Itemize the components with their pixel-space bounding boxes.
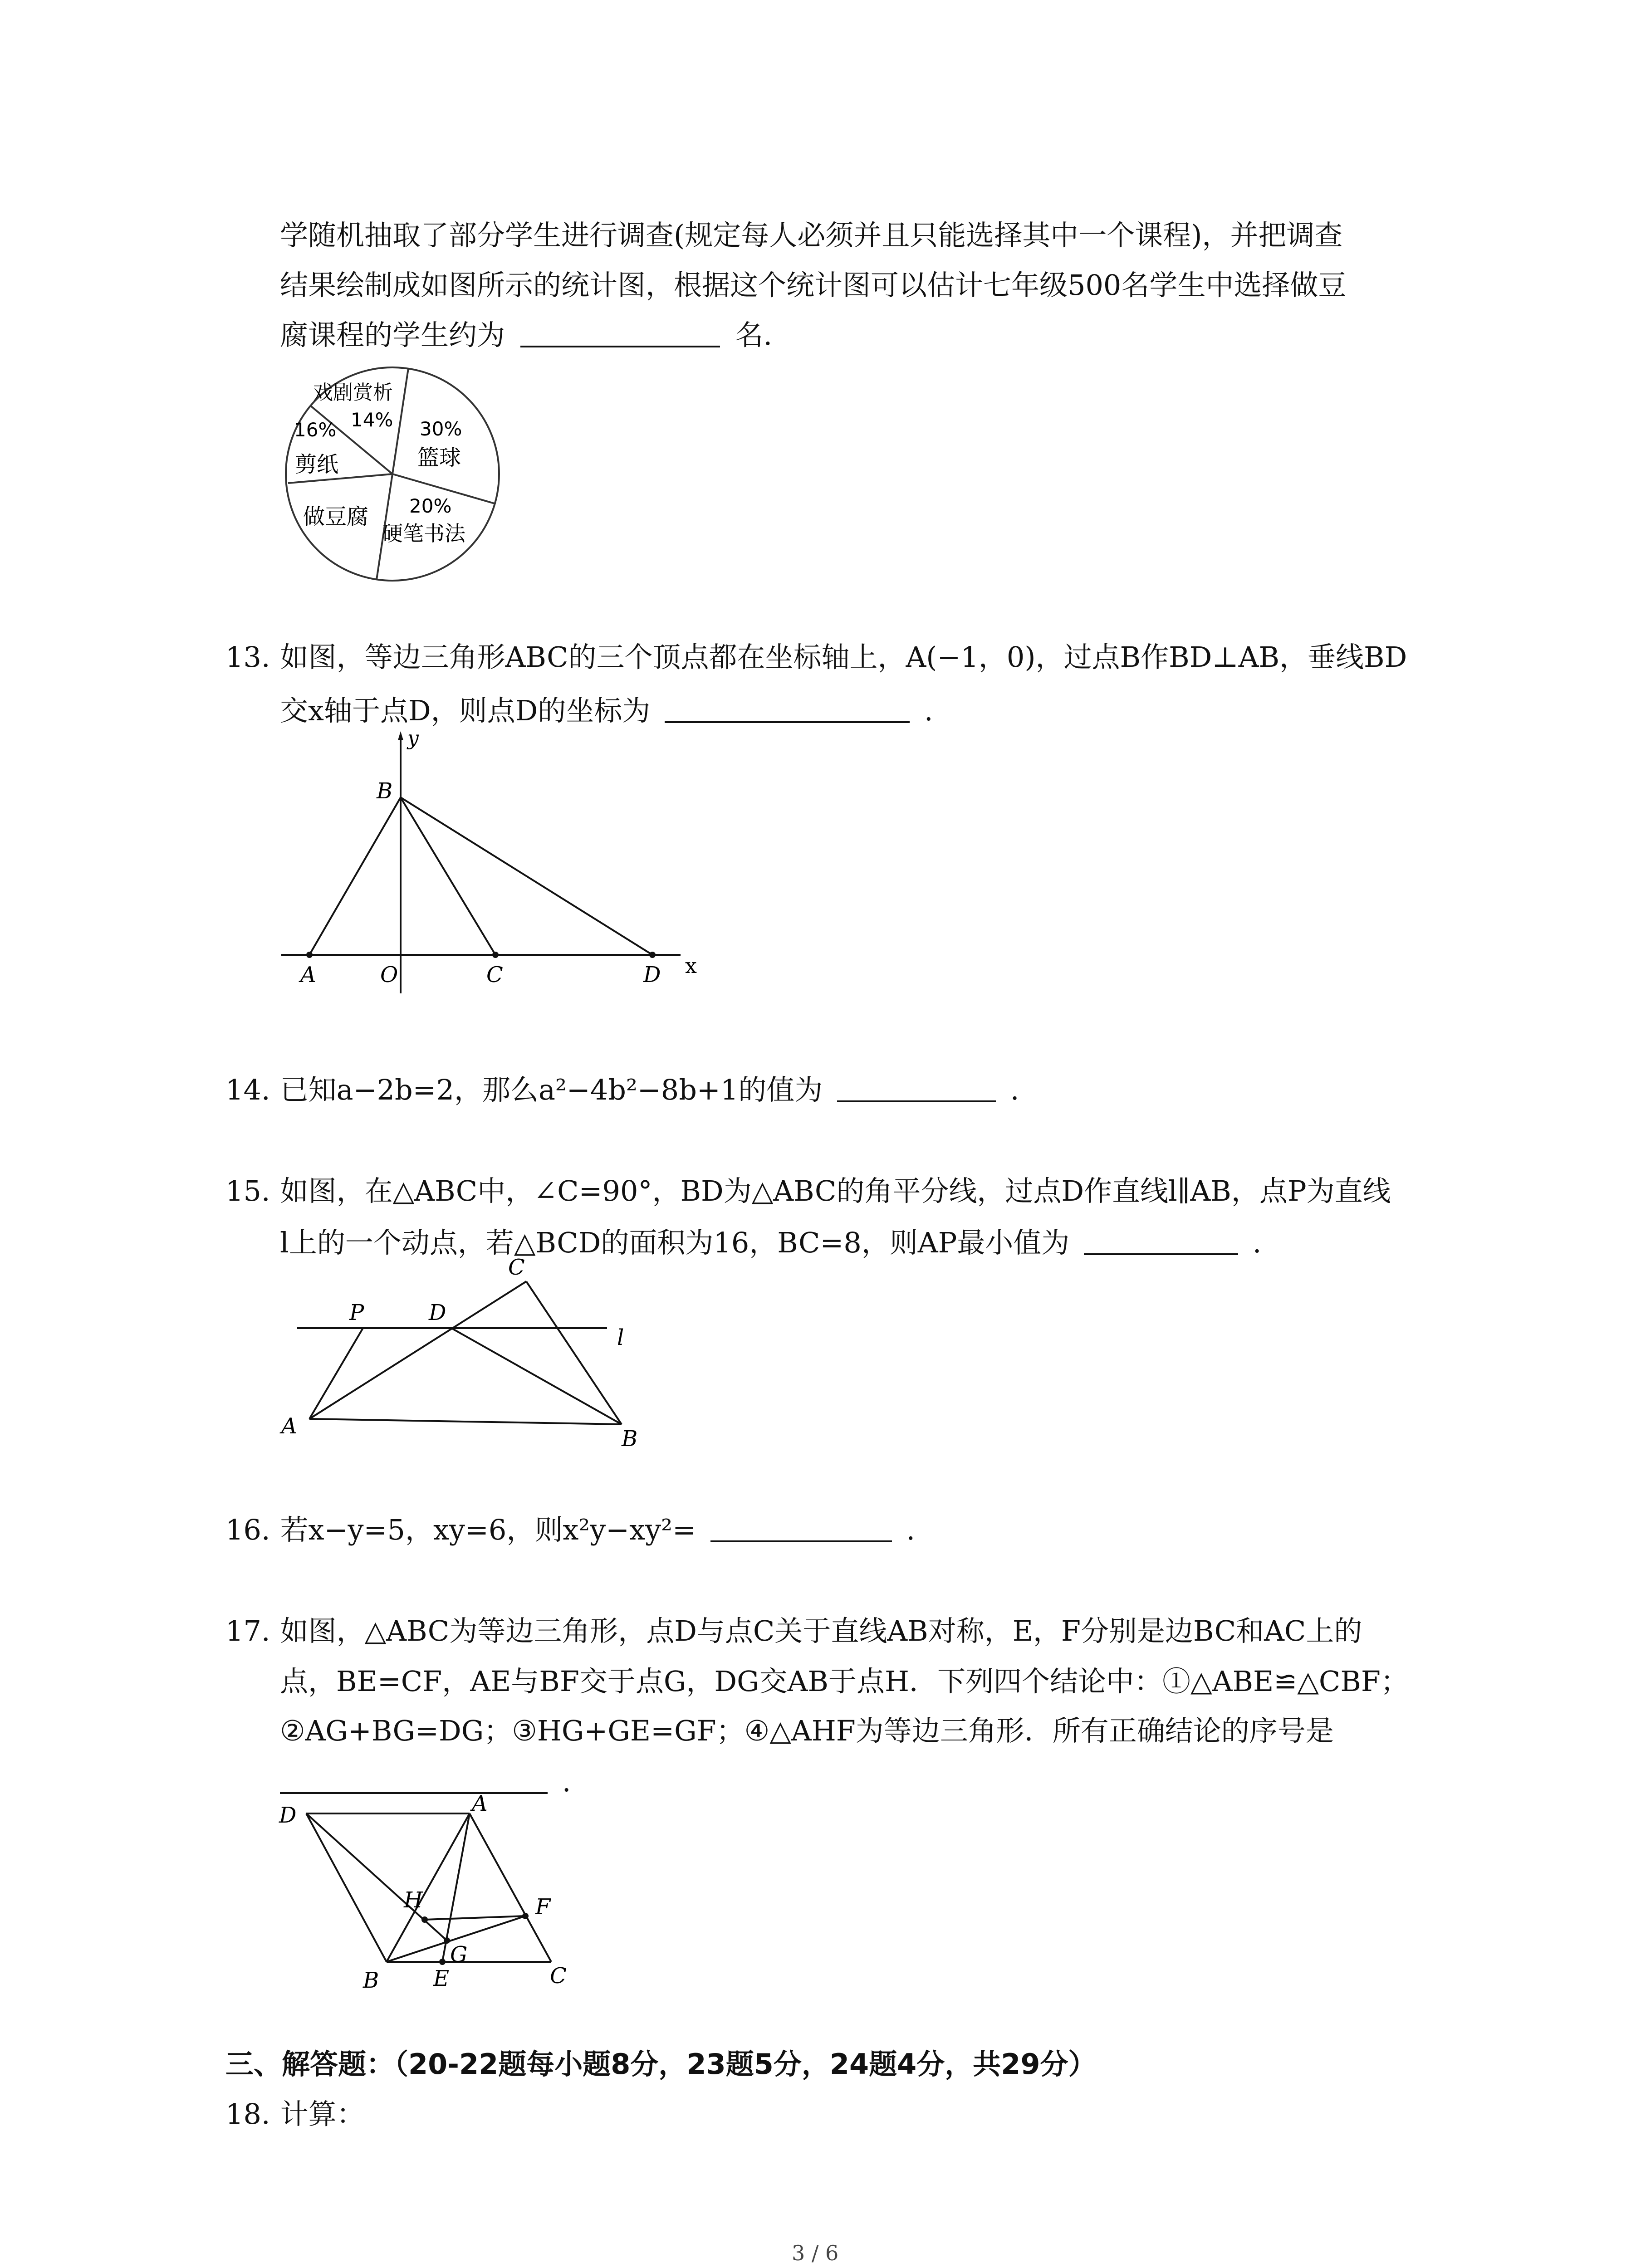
segment-ca [309, 1281, 526, 1419]
q13-line2-end: . [924, 694, 933, 727]
q15-line2 [280, 1228, 1261, 1257]
q15-number: 15. [225, 1174, 270, 1207]
label-d: D [429, 1300, 446, 1325]
label-p: P [349, 1300, 364, 1325]
q12-answer-blank[interactable] [520, 320, 720, 347]
q12-line3 [280, 318, 773, 352]
label-f: F [535, 1894, 551, 1920]
segment-bc [401, 797, 495, 955]
q12-line3-end: 名. [735, 318, 773, 352]
pie-divider-1 [392, 368, 408, 474]
q16-answer-blank[interactable] [710, 1515, 892, 1542]
q15-figure [272, 1256, 681, 1456]
pie-value-drama: 14% [351, 409, 393, 431]
q16-line [225, 1515, 915, 1544]
label-b: B [377, 778, 393, 804]
segment-ba [309, 797, 401, 955]
pie-value-papercut: 16% [294, 419, 337, 441]
label-x: x [685, 953, 697, 978]
point-c [492, 952, 499, 958]
q15-line1 [225, 1174, 1391, 1207]
point-a [306, 952, 313, 958]
segment-ab [387, 1813, 470, 1962]
q16-number: 16. [225, 1513, 270, 1546]
q18-number: 18. [225, 2097, 270, 2131]
section-three-title: 三、解答题：（20-22题每小题8分，23题5分，24题4分，共29分） [225, 2048, 1097, 2081]
q13-figure [272, 726, 726, 998]
q13-number: 13. [225, 640, 270, 674]
q16-text: 若x−y=5，xy=6，则x²y−xy²= [280, 1513, 696, 1546]
label-y: y [407, 727, 419, 750]
q14-end: . [1010, 1073, 1019, 1106]
q17-line2: 点，BE=CF，AE与BF交于点G，DG交AB于点H．下列四个结论中：①△ABE≌△CBF； [280, 1665, 1409, 1698]
q13-answer-blank[interactable] [665, 696, 910, 723]
segment-db [451, 1328, 622, 1424]
q15-line2-text: l上的一个动点，若△BCD的面积为16，BC=8，则AP最小值为 [280, 1226, 1070, 1259]
segment-bd [401, 797, 652, 955]
q14-text: 已知a−2b=2，那么a²−4b²−8b+1的值为 [280, 1073, 823, 1106]
q17-line4 [280, 1767, 571, 1796]
segment-ac [470, 1813, 551, 1962]
q13-line2 [280, 696, 933, 725]
segment-ab [309, 1419, 622, 1424]
label-c: C [550, 1963, 567, 1989]
pie-label-papercut: 剪纸 [295, 452, 339, 477]
point-e [439, 1959, 446, 1965]
q16-end: . [906, 1513, 916, 1546]
label-d: D [643, 962, 661, 987]
segment-pa [309, 1328, 363, 1419]
q17-number: 17. [225, 1614, 270, 1647]
q17-end: . [562, 1765, 571, 1798]
label-e: E [433, 1966, 450, 1991]
q17-line1 [225, 1614, 1362, 1647]
label-c: C [486, 962, 503, 987]
label-b: B [622, 1426, 638, 1452]
label-a: A [300, 962, 316, 987]
label-a: A [281, 1413, 297, 1439]
label-d: D [279, 1803, 297, 1828]
label-o: O [380, 962, 398, 987]
pie-label-calligraphy: 硬笔书法 [382, 521, 465, 546]
q15-answer-blank[interactable] [1084, 1228, 1238, 1255]
label-c: C [508, 1255, 525, 1280]
page-number: 3 / 6 [792, 2241, 839, 2265]
label-h: H [404, 1887, 423, 1913]
q15-line2-end: . [1252, 1226, 1262, 1259]
segment-bc [526, 1281, 622, 1424]
q13-line2-text: 交x轴于点D，则点D的坐标为 [280, 694, 651, 727]
pie-label-tofu: 做豆腐 [303, 504, 369, 529]
q14-answer-blank[interactable] [837, 1075, 996, 1102]
pie-value-basketball: 30% [420, 418, 462, 440]
label-g: G [450, 1942, 468, 1967]
pie-label-basketball: 篮球 [417, 445, 461, 470]
point-f [522, 1913, 529, 1919]
point-d [649, 952, 656, 958]
label-l: l [617, 1325, 624, 1350]
pie-label-drama: 戏剧赏析 [313, 381, 393, 404]
q18-text: 计算： [280, 2097, 365, 2131]
q17-text: 如图，△ABC为等边三角形，点D与点C关于直线AB对称，E，F分别是边BC和AC上的 [280, 1614, 1362, 1647]
label-b: B [363, 1968, 379, 1993]
q14-line [225, 1075, 1019, 1104]
pie-chart [277, 363, 513, 590]
pie-value-calligraphy: 20% [409, 495, 452, 517]
q12-line3-text: 腐课程的学生约为 [280, 318, 505, 352]
q13-text: 如图，等边三角形ABC的三个顶点都在坐标轴上，A(−1，0)，过点B作BD⊥AB，垂线BD [280, 640, 1407, 674]
q17-answer-blank[interactable] [280, 1767, 548, 1794]
y-axis-arrow [398, 731, 403, 740]
q12-line1: 学随机抽取了部分学生进行调查(规定每人必须并且只能选择其中一个课程)，并把调查 [280, 219, 1343, 252]
q17-line3: ②AG+BG=DG；③HG+GE=GF；④△AHF为等边三角形．所有正确结论的序号是 [280, 1714, 1334, 1747]
q13-line1 [225, 640, 1407, 674]
q15-text: 如图，在△ABC中，∠C=90°，BD为△ABC的角平分线，过点D作直线l∥AB，点P为直线 [280, 1174, 1391, 1207]
point-g [444, 1937, 450, 1944]
point-h [421, 1916, 428, 1923]
segment-hf [425, 1916, 525, 1920]
q14-number: 14. [225, 1073, 270, 1106]
label-a: A [472, 1791, 488, 1816]
segment-db-side [306, 1813, 387, 1962]
q18-line [225, 2097, 365, 2131]
q17-figure [272, 1791, 635, 1996]
q12-line2: 结果绘制成如图所示的统计图，根据这个统计图可以估计七年级500名学生中选择做豆 [280, 269, 1347, 302]
